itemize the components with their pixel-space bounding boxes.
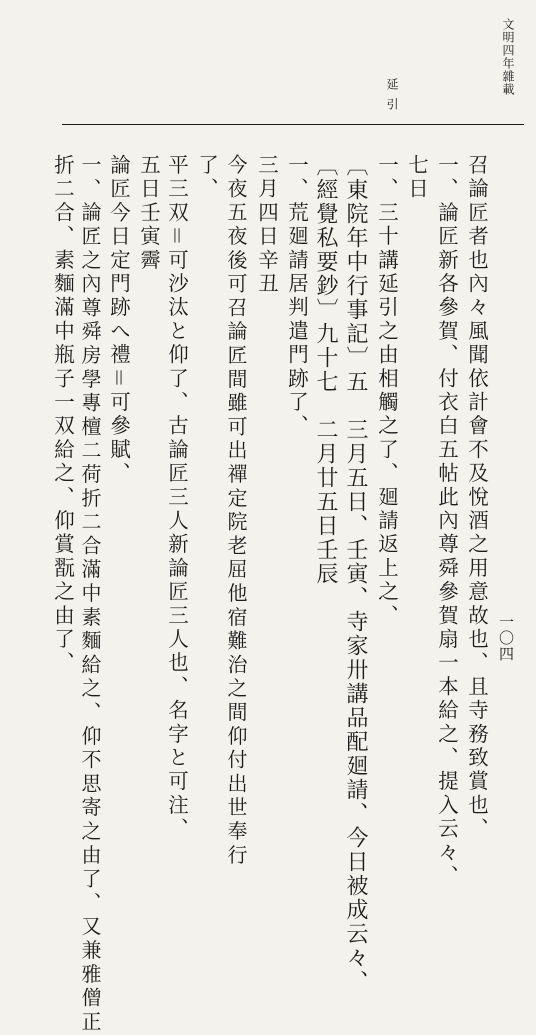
header-rule (62, 124, 524, 125)
citation-column-1: 〔東院年中行事記〕五 三月五日、壬寅、寺家卅講品配廻請、今日被成云々、 (343, 154, 368, 994)
text-column-15: 折二合、素麵滿中瓶子一双給之、仰賞翫之由了、 (50, 154, 75, 676)
text-column-11: 平三双＝可沙汰と仰了、古論匠三人新論匠三人也、名字と可注、 (164, 154, 189, 842)
text-column-10: 了、 (194, 154, 219, 202)
text-column-13: 論匠今日定門跡へ禮＝可參賦、 (106, 154, 131, 486)
text-column-8: 三月四日辛丑 (254, 154, 279, 297)
text-column-12: 五日壬寅霽 (136, 154, 161, 273)
text-column-4: 一、三十講延引之由相觸之了、廻請返上之、 (374, 154, 399, 628)
text-column-9: 今夜五夜後可召論匠間雖可出禪定院老屈他宿難治之間仰付出世奉行 (224, 154, 248, 868)
text-column-2: 一、論匠新各參賀、付衣白五帖此內尊舜參賀扇一本給之、提入云々、 (434, 154, 459, 889)
page-number: 一〇四 (497, 614, 515, 662)
text-column-14: 一、論匠之內尊舜房學專檀二荷折二合滿中素麵給之、仰不思寄之由了、又兼雅僧正 (78, 154, 102, 1035)
text-column-7: 一、荒廻請居判遣門跡了、 (284, 154, 309, 439)
running-head: 延引 (385, 78, 399, 118)
text-column-3: 七日 (404, 154, 429, 202)
text-column-1: 召論匠者也內々風聞依計會不及悅酒之用意故也、且寺務致賞也、 (464, 154, 489, 842)
citation-column-2: 〔經覺私要鈔〕九十七 二月廿五日壬辰 (313, 154, 338, 586)
section-header: 文明四年雜載 (501, 18, 515, 96)
